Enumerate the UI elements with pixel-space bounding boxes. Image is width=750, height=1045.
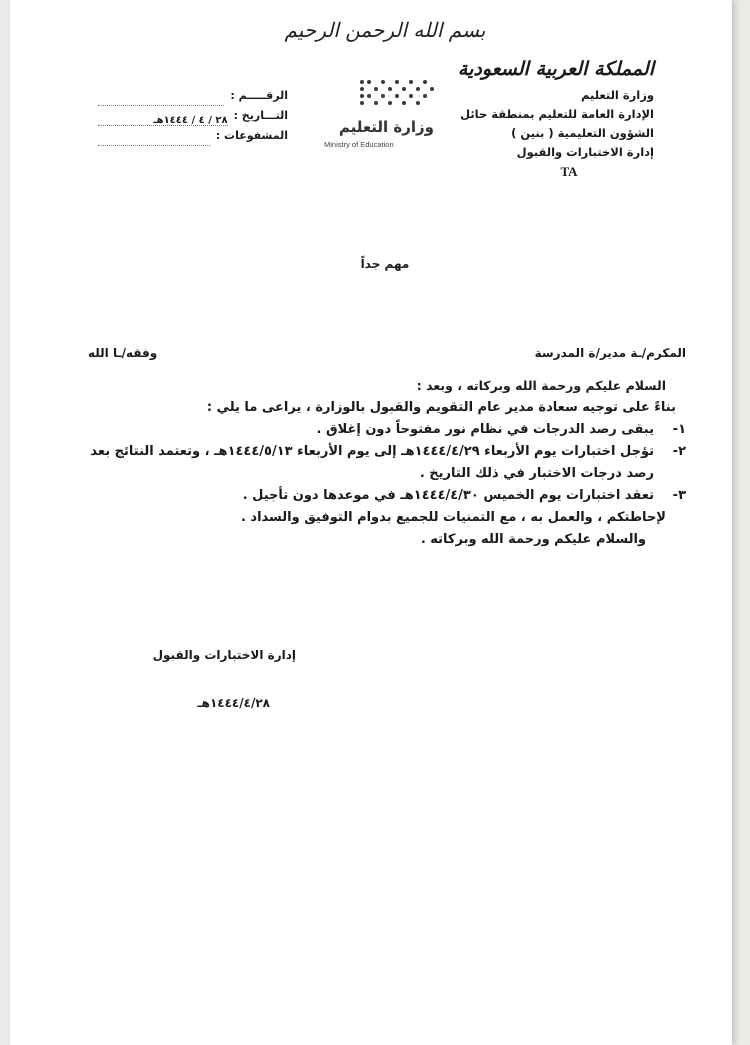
date-value: ٢٨ / ٤ / ١٤٤٤هـ [98,111,228,126]
number-value [98,91,224,106]
ministry-logo-icon [358,78,438,108]
sender-header [454,58,654,181]
ministry-name: وزارة التعليم [581,88,654,102]
letter-body [88,342,686,551]
reference-number-row [98,86,288,106]
importance-heading: مهم جداً [360,257,410,271]
list-item-text: تؤجل اختبارات يوم الأربعاء ١٤٤٤/٤/٢٩هـ إلى يوم الأربعاء ١٤٤٤/٥/١٣هـ ، وتعتمد النتائج بعد رصد درجات الاختبار في ذلك التاريخ . [90,444,654,481]
list-item-number: ١- [672,422,686,437]
list-item-text: تعقد اختبارات يوم الخميس ١٤٤٤/٤/٣٠هـ في موعدها دون تأجيل . [242,488,654,503]
list-item-text: يبقى رصد الدرجات في نظام نور مفتوحاً دون إغلاق . [316,422,654,437]
signature-date: ١٤٤٤/٤/٢٨هـ [197,696,270,710]
attachments-row [98,126,288,146]
signature-department: إدارة الاختبارات والقبول [152,648,296,662]
department-code: TA [560,164,578,179]
reference-date-row [98,106,288,126]
kingdom-title: المملكة العربية السعودية [457,58,654,80]
general-administration: الإدارة العامة للتعليم بمنطقة حائل [460,107,654,121]
addressee: المكرم/ـة مدير/ة المدرسة [534,346,686,360]
closing-paragraph: لإحاطتكم ، والعمل به ، مع التمنيات للجميع بدوام التوفيق والسداد . [240,510,666,525]
date-label: التـــاريخ : [233,109,288,122]
addressee-blessing: وفقه/ـا الله [88,346,158,360]
list-item-number: ٢- [672,444,686,459]
intro-paragraph: بناءً على توجيه سعادة مدير عام التقويم والقبول بالوزارة ، يراعى ما يلي : [206,400,676,415]
list-item-number: ٣- [672,488,686,503]
document-page [10,0,732,1045]
logo-english-text: Ministry of Education [324,140,394,149]
list-item [88,485,686,507]
attachments-value [98,131,210,146]
addressee-line [88,342,686,364]
attachments-label: المشفوعات : [215,129,288,142]
educational-affairs: الشؤون التعليمية ( بنين ) [511,126,654,140]
reference-block [98,86,288,146]
list-item [88,441,686,485]
basmala: بسم الله الرحمن الرحيم [284,18,486,42]
department-name: إدارة الاختبارات والقبول [516,145,654,159]
number-label: الرقـــــم : [230,89,288,102]
greeting: السلام عليكم ورحمة الله وبركاته ، وبعد : [416,378,666,393]
farewell: والسلام عليكم ورحمة الله وبركاته . [420,532,646,547]
logo-arabic-text: وزارة التعليم [338,118,434,136]
ministry-logo [310,74,450,154]
list-item [88,419,686,441]
